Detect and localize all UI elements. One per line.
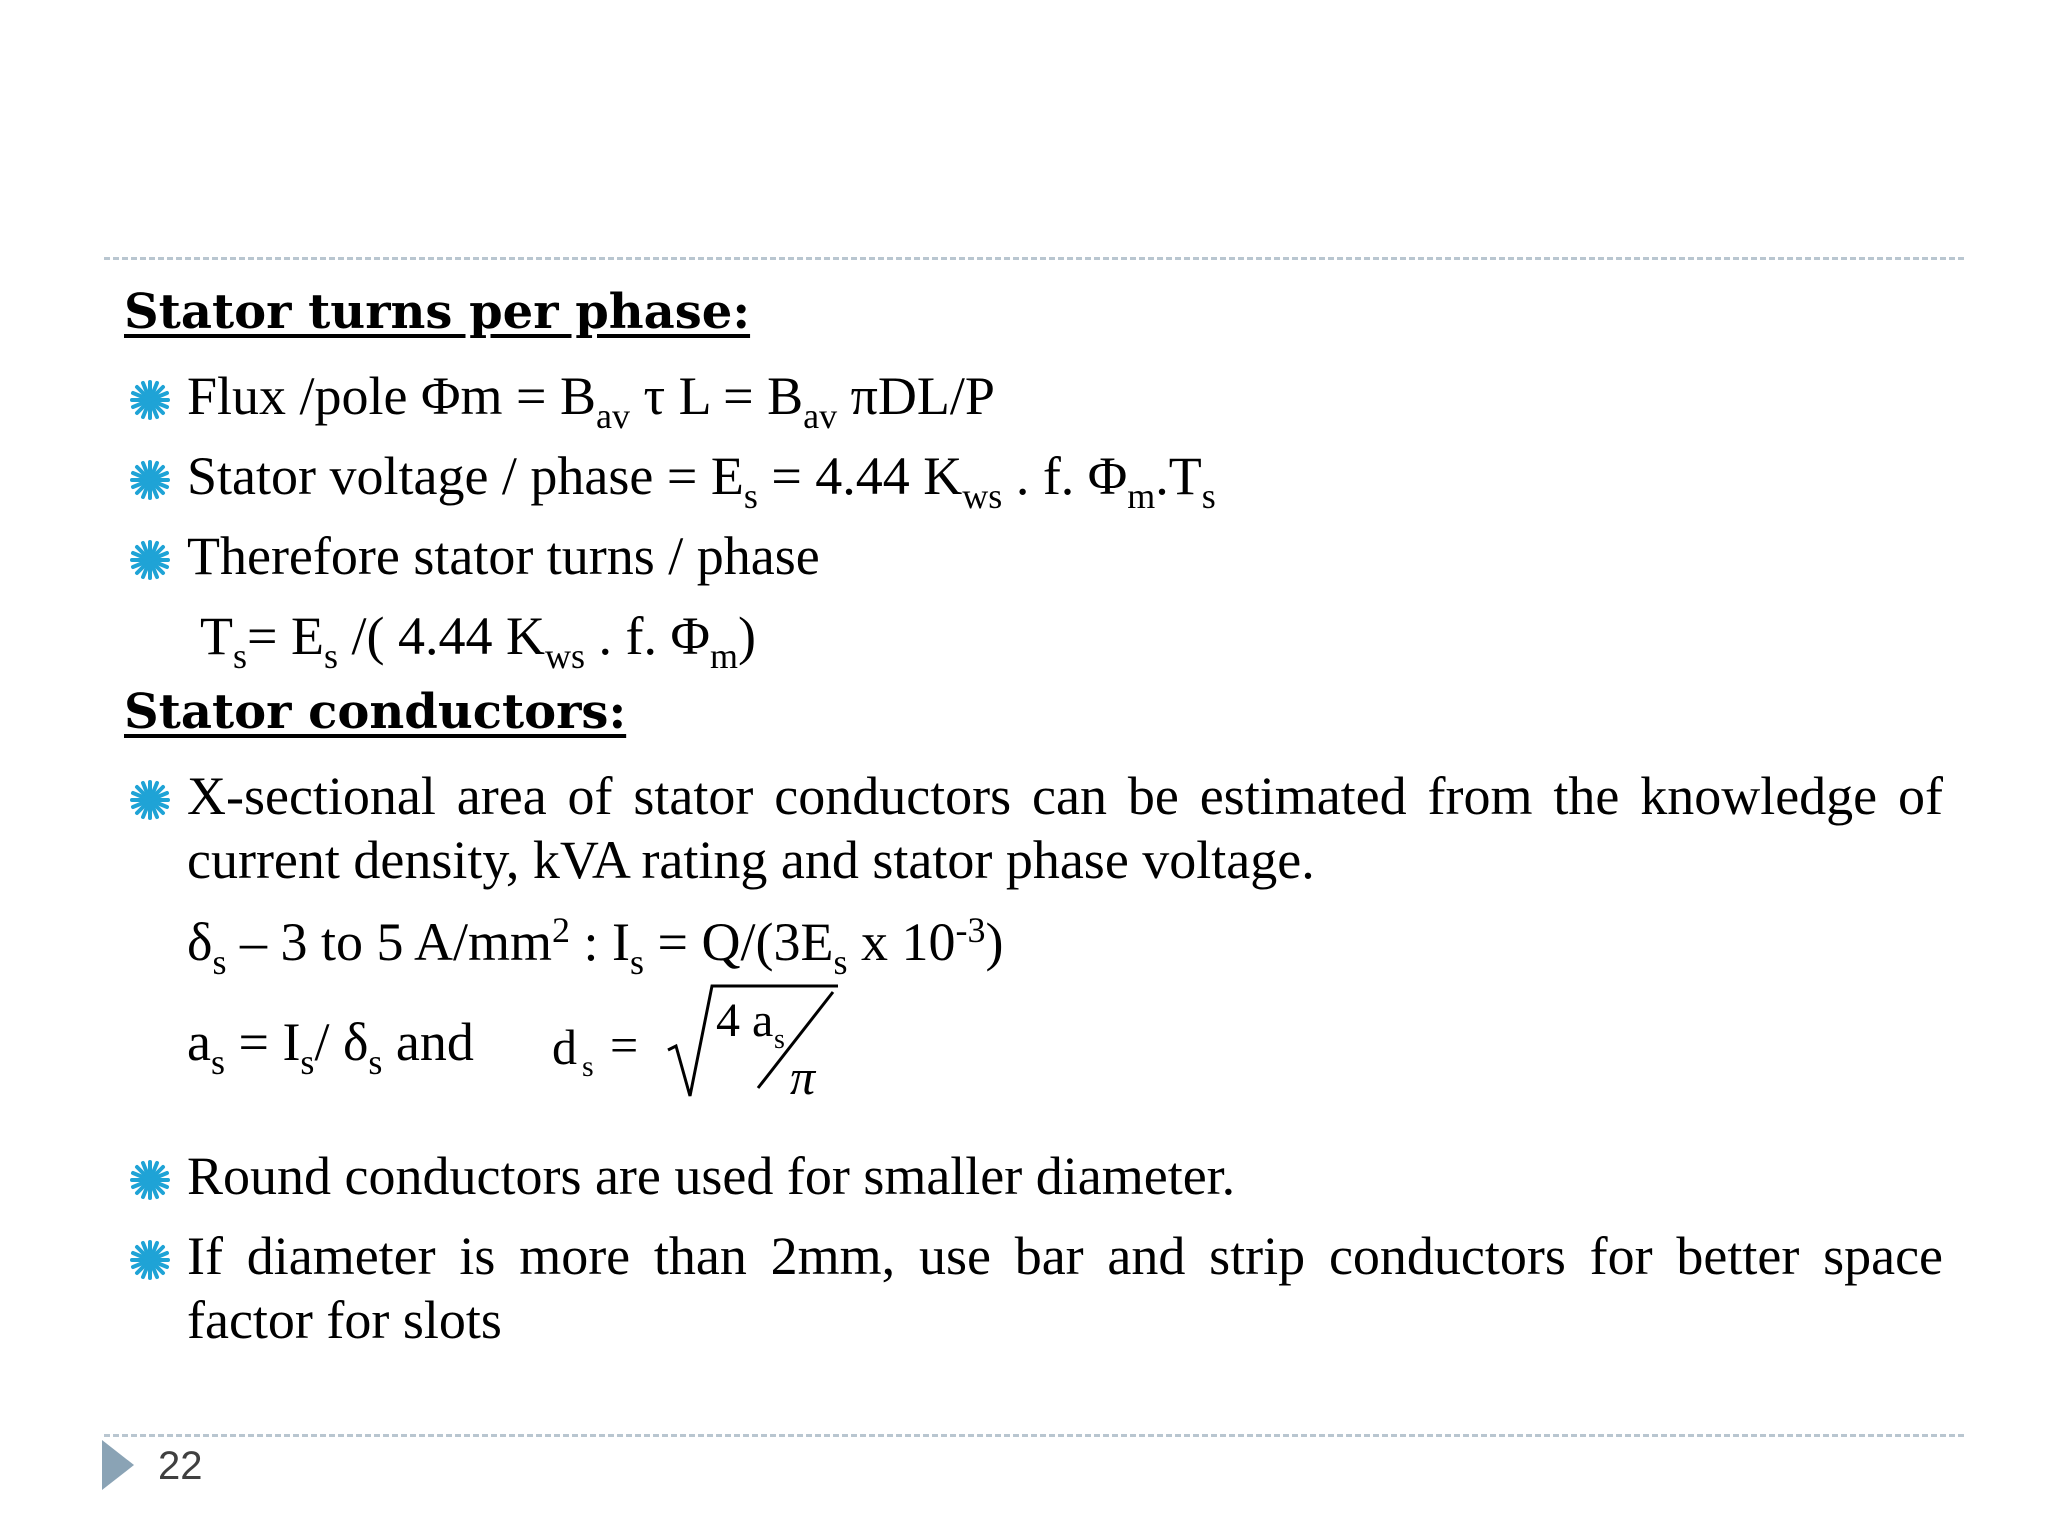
voltage-sub-s: s: [743, 476, 758, 516]
ds-sub-s: s: [582, 1050, 594, 1083]
stator-voltage-line: [187, 444, 1216, 516]
delta-sub-s: s: [212, 942, 227, 982]
voltage-text-mid: = 4.44 K: [757, 446, 963, 506]
diameter-paragraph: If diameter is more than 2mm, use bar and strip conductors for better space factor for slots: [187, 1226, 1943, 1350]
flux-sub-av-2: av: [803, 396, 838, 436]
page-arrow-icon: [102, 1440, 134, 1490]
delta-x: x 10: [847, 912, 956, 972]
area-formula-line: [187, 1010, 474, 1082]
ts-mid2: . f. Φ: [584, 606, 710, 666]
ds-num-sub: s: [774, 1024, 785, 1055]
area-sub-s3: s: [368, 1042, 383, 1082]
ts-mid: /( 4.44 K: [337, 606, 545, 666]
ds-denominator: π: [790, 1049, 816, 1102]
current-density-line: [187, 910, 1004, 982]
starburst-bullet-icon: [128, 1158, 172, 1202]
starburst-bullet-icon: [128, 538, 172, 582]
delta-sup-exp: -3: [955, 910, 986, 950]
heading-stator-turns: Stator turns per phase:: [124, 284, 751, 340]
ts-end: ): [737, 606, 756, 666]
delta-sup2: 2: [552, 910, 570, 950]
starburst-bullet-icon: [128, 458, 172, 502]
delta-sub-s2: s: [630, 942, 645, 982]
delta-eq: = Q/(3E: [644, 912, 834, 972]
flux-text: Flux /pole Φm = B: [187, 366, 596, 426]
xsection-paragraph: X-sectional area of stator conductors can be estimated from the knowledge of current density, kVA rating and stator phase voltage.: [187, 766, 1943, 890]
area-and: and: [382, 1012, 474, 1072]
top-divider: [104, 257, 1964, 260]
starburst-bullet-icon: [128, 1238, 172, 1282]
ds-d: d: [552, 1019, 577, 1075]
bottom-divider: [104, 1434, 1964, 1437]
area-slash: / δ: [314, 1012, 369, 1072]
ts-sub-s2: s: [323, 636, 338, 676]
flux-text-end: πDL/P: [837, 366, 995, 426]
delta-symbol: δ: [187, 912, 213, 972]
page-number: 22: [158, 1444, 203, 1488]
delta-colon: : I: [570, 912, 630, 972]
voltage-text-mid3: .T: [1155, 446, 1202, 506]
delta-end: ): [985, 912, 1004, 972]
heading-stator-conductors: Stator conductors:: [124, 684, 627, 740]
delta-range: – 3 to 5 A/mm: [226, 912, 552, 972]
voltage-sub-s2: s: [1201, 476, 1216, 516]
area-sub-s2: s: [300, 1042, 315, 1082]
starburst-bullet-icon: [128, 378, 172, 422]
flux-text-mid: τ L = B: [629, 366, 804, 426]
therefore-line: Therefore stator turns / phase: [187, 526, 820, 586]
ds-numerator: 4 a: [716, 994, 774, 1047]
delta-sub-s3: s: [833, 942, 848, 982]
diameter-formula: [548, 972, 848, 1102]
area-a: a: [187, 1012, 211, 1072]
flux-per-pole-line: [187, 364, 995, 436]
ds-eq: =: [610, 1017, 639, 1073]
round-conductors-line: Round conductors are used for smaller diameter.: [187, 1146, 1236, 1206]
voltage-text-mid2: . f. Φ: [1002, 446, 1128, 506]
voltage-sub-ws: ws: [962, 476, 1003, 516]
ts-eq: = E: [247, 606, 324, 666]
turns-formula-line: [200, 604, 756, 676]
flux-sub-av: av: [595, 396, 630, 436]
ts-sub-s: s: [233, 636, 248, 676]
area-eq: = I: [224, 1012, 301, 1072]
voltage-text: Stator voltage / phase = E: [187, 446, 744, 506]
voltage-sub-m: m: [1127, 476, 1156, 516]
ts-sub-m: m: [709, 636, 738, 676]
ts-t: T: [200, 606, 233, 666]
starburst-bullet-icon: [128, 778, 172, 822]
ts-sub-ws: ws: [544, 636, 585, 676]
area-sub-s: s: [210, 1042, 225, 1082]
